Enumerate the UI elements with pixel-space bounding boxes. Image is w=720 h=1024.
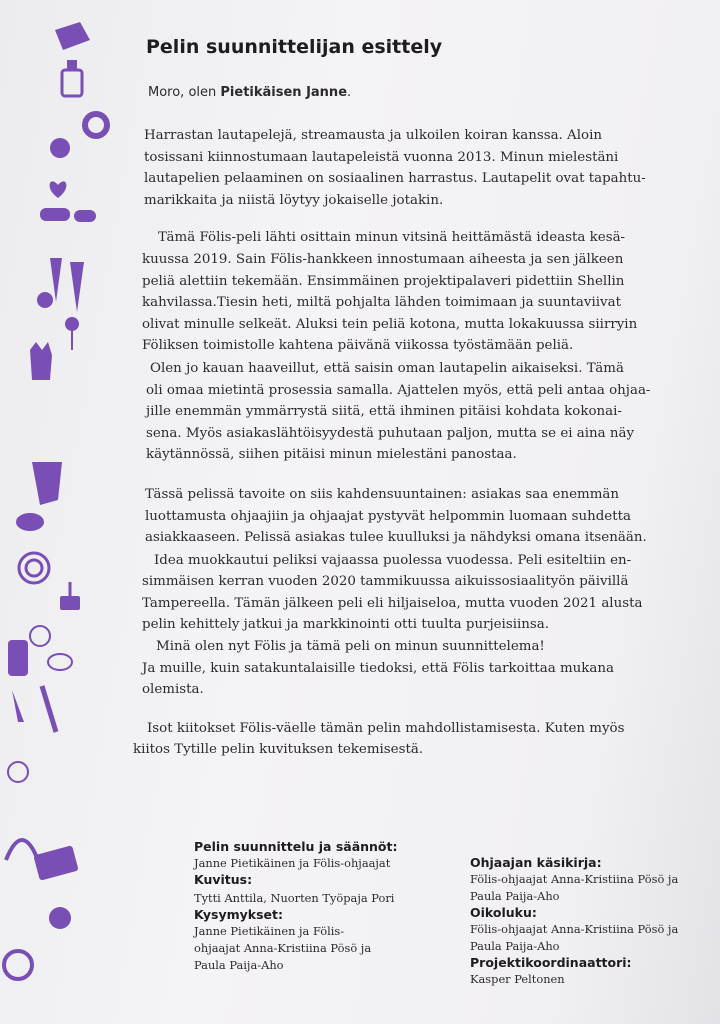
text-line: peliä alettiin tekemään. Ensimmäinen projektipalaveri pidettiin Shellin xyxy=(142,273,625,289)
text-line: kahvilassa.Tiesin heti, miltä pohjalta lähden toimimaan ja suuntaviivat xyxy=(142,295,621,311)
joystick-icon xyxy=(60,582,80,610)
paragraph-dream xyxy=(146,358,702,466)
credit-heading: Kysymykset: xyxy=(194,907,284,922)
text-line: Idea muokkautui peliksi vajaassa puolessa vuodessa. Peli esiteltiin en- xyxy=(154,552,632,568)
credit-text: Fölis-ohjaajat Anna-Kristiina Pösö ja xyxy=(470,872,679,886)
paragraph-history xyxy=(142,550,702,701)
credit-heading: Projektikoordinaattori: xyxy=(470,955,632,970)
credit-text: Tytti Anttila, Nuorten Työpaja Pori xyxy=(194,891,395,905)
swirl-candy-icon xyxy=(19,553,49,583)
phone-icon xyxy=(8,640,28,676)
text-line: käytännössä, siihen pitäisi minun mielestäni panostaa. xyxy=(146,447,517,463)
text-line: sena. Myös asiakaslähtöisyydestä puhutaan paljon, mutta se ei aina näy xyxy=(146,425,635,441)
cat-icon xyxy=(30,342,52,380)
main-text xyxy=(130,30,702,986)
cursor-arrow-icon xyxy=(12,690,24,722)
ring-icon xyxy=(4,951,32,979)
credit-text: Janne Pietikäinen ja Fölis- xyxy=(194,924,345,938)
dandelion-icon xyxy=(16,513,44,531)
text-line: Tässä pelissä tavoite on siis kahdensuuntainen: asiakas saa enemmän xyxy=(145,486,619,502)
text-line: Minä olen nyt Fölis ja tämä peli on minun suunnittelema! xyxy=(156,639,545,655)
cookie-icon xyxy=(50,138,70,158)
text-line: simmäisen kerran vuoden 2020 tammikuussa aikuissosiaalityön päivillä xyxy=(142,574,629,590)
text-line: jille enemmän ymmärrystä siitä, että ihminen pitäisi kohdata kokonai- xyxy=(146,404,622,420)
text-line: Harrastan lautapelejä, streamausta ja ulkoilen koiran kanssa. Aloin xyxy=(144,128,602,143)
designer-name: Pietikäisen Janne xyxy=(220,85,348,100)
text-line: luottamusta ohjaajiin ja ohjaajat pystyvät helpommin luomaan suhdetta xyxy=(145,508,631,524)
envelope-icon xyxy=(55,22,90,50)
text-line: tosissani kiinnostumaan lautapeleistä vuonna 2013. Minun mielestäni xyxy=(144,149,619,165)
smiley-icon xyxy=(30,626,50,646)
carrot-icon xyxy=(50,258,84,312)
credit-text: Fölis-ohjaajat Anna-Kristiina Pösö ja xyxy=(470,922,679,936)
paragraph-hobbies xyxy=(144,125,702,211)
text-line: marikkaita ja niistä löytyy jokaiselle jotakin. xyxy=(144,192,444,208)
perfume-bottle-icon xyxy=(62,60,82,96)
text-line: pelin kehittely jatkui ja markkinointi otti tuulta purjeisiinsa. xyxy=(142,617,549,633)
credit-heading: Pelin suunnittelu ja säännöt: xyxy=(194,839,398,854)
text-line: Tampereella. Tämän jälkeen peli eli hiljaiseloa, mutta vuoden 2021 alusta xyxy=(142,595,643,611)
page-title: Pelin suunnittelijan esittely xyxy=(146,36,443,58)
credit-text: ohjaajat Anna-Kristiina Pösö ja xyxy=(194,941,372,955)
text-line: Tämä Fölis-peli lähti osittain minun vitsinä heittämästä ideasta kesä- xyxy=(158,230,626,246)
text-line: kuussa 2019. Sain Fölis-hankkeen innostumaan aiheesta ja sen jälkeen xyxy=(142,251,624,267)
credits-right-column xyxy=(470,855,710,988)
donut-icon xyxy=(85,114,107,136)
lollipop-icon xyxy=(65,317,79,350)
heart-icon xyxy=(50,181,67,198)
credit-heading: Oikoluku: xyxy=(470,905,537,920)
sidebar-illustration xyxy=(0,0,125,1024)
text-line: kiitos Tytille pelin kuvituksen tekemisestä. xyxy=(133,742,424,758)
text-line: olemista. xyxy=(142,682,204,698)
bag-icon xyxy=(32,462,62,505)
basketball-icon xyxy=(49,907,71,929)
book-icon xyxy=(33,845,78,880)
pen-icon xyxy=(42,686,56,732)
paragraph-origin xyxy=(142,227,702,357)
flower-icon xyxy=(37,292,53,308)
paragraph-goal xyxy=(145,484,702,549)
credits-left-column xyxy=(194,839,434,974)
credit-text: Paula Paija-Aho xyxy=(470,889,560,903)
credit-text: Paula Paija-Aho xyxy=(194,958,284,972)
paragraph-thanks xyxy=(133,718,702,761)
text-line: asiakkaaseen. Pelissä asiakas tulee kuulluksi ja nähdyksi omana itsenään. xyxy=(145,530,647,546)
headphones-icon xyxy=(6,840,38,860)
text-line: Isot kiitokset Fölis-väelle tämän pelin mahdollistamisesta. Kuten myös xyxy=(147,720,625,736)
credit-text: Paula Paija-Aho xyxy=(470,939,560,953)
credit-text: Janne Pietikäinen ja Fölis-ohjaajat xyxy=(194,856,391,870)
text-line: lautapelien pelaaminen on sosiaalinen harrastus. Lautapelit ovat tapahtu- xyxy=(144,171,646,187)
text-line: Föliksen toimistolle kahtena päivänä viikossa työstämään peliä. xyxy=(142,338,574,354)
credit-text: Kasper Peltonen xyxy=(470,972,565,986)
text-line: olivat minulle selkeät. Aluksi tein peliä kotona, mutta lokakuussa siirryin xyxy=(142,316,638,332)
credits xyxy=(130,839,702,1024)
chat-bubble-icon xyxy=(48,654,72,670)
greeting: Moro, olen Pietikäisen Janne. xyxy=(148,85,352,100)
text-line: oli omaa mietintä prosessia samalla. Ajattelen myös, että peli antaa ohjaa- xyxy=(146,382,651,398)
pills-icon xyxy=(40,208,96,222)
text-line: Olen jo kauan haaveillut, että saisin oman lautapelin aikaiseksi. Tämä xyxy=(150,360,624,376)
question-bubble-icon xyxy=(8,762,28,782)
credit-heading: Kuvitus: xyxy=(194,872,253,887)
credit-heading: Ohjaajan käsikirja: xyxy=(470,855,602,870)
text-line: Ja muille, kuin satakuntalaisille tiedoksi, että Fölis tarkoittaa mukana xyxy=(142,660,614,676)
